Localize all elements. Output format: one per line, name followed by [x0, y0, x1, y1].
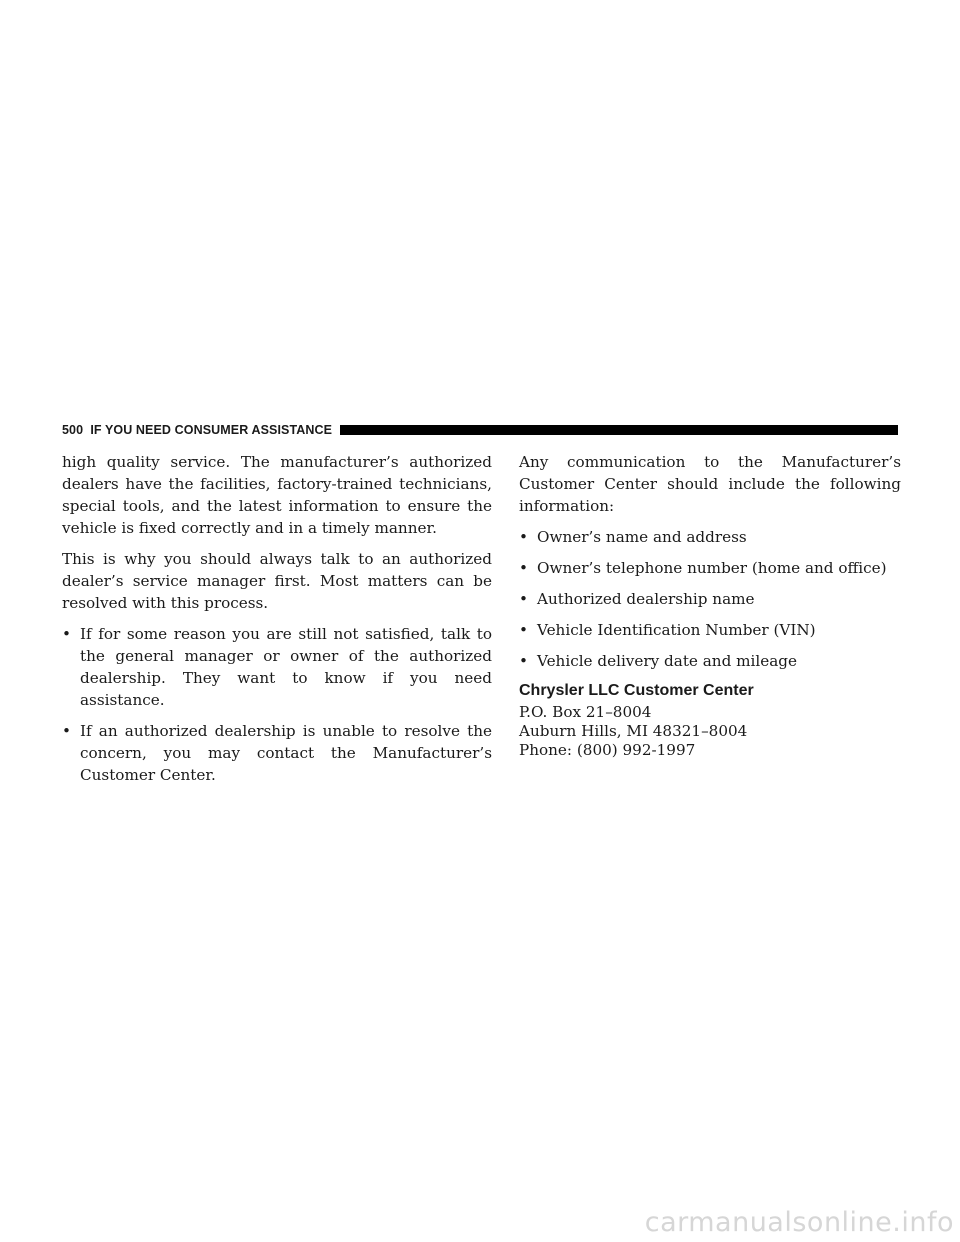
- header-label: [62, 423, 340, 437]
- section-title: IF YOU NEED CONSUMER ASSISTANCE: [90, 423, 333, 437]
- intro-paragraph: Any communication to the Manufacturer’s Customer Center should include the following information:: [519, 453, 901, 515]
- list-item: [62, 623, 492, 711]
- bullet-icon: •: [519, 590, 528, 608]
- paragraph: This is why you should always talk to an authorized dealer’s service manager first. Most matters can be resolved with this process.: [62, 550, 492, 612]
- bullet-list: [62, 623, 492, 786]
- address-line: P.O. Box 21–8004: [519, 703, 652, 721]
- address-line: Auburn Hills, MI 48321–8004: [519, 722, 748, 740]
- list-item-text: Authorized dealership name: [537, 590, 755, 608]
- list-item-text: Vehicle delivery date and mileage: [537, 652, 797, 670]
- paragraph: high quality service. The manufacturer’s authorized dealers have the facilities, factory-trained technicians, special tools, and the latest information to ensure the vehicle is fixed correctly and in a timely manner.: [62, 453, 492, 537]
- bullet-icon: •: [519, 652, 528, 670]
- list-item: [62, 720, 492, 786]
- bullet-icon: •: [62, 722, 71, 740]
- page-number: 500: [62, 423, 84, 437]
- page-header: [62, 422, 898, 438]
- customer-center-title: Chrysler LLC Customer Center: [519, 682, 754, 699]
- list-item: [519, 526, 901, 548]
- phone-line: Phone: (800) 992-1997: [519, 741, 696, 759]
- bullet-icon: •: [62, 625, 71, 643]
- left-column: [62, 451, 492, 795]
- list-item: [519, 588, 901, 610]
- list-item-text: Vehicle Identification Number (VIN): [537, 621, 816, 639]
- list-item-text: If an authorized dealership is unable to resolve the concern, you may contact the Manufacturer’s Customer Center.: [80, 722, 492, 784]
- header-rule: [340, 425, 898, 435]
- list-item-text: Owner’s name and address: [537, 528, 747, 546]
- list-item: [519, 619, 901, 641]
- watermark: carmanualsonline.info: [644, 1207, 954, 1238]
- list-item-text: Owner’s telephone number (home and office): [537, 559, 887, 577]
- list-item-text: If for some reason you are still not satisfied, talk to the general manager or owner of the authorized dealership. They want to know if you need assistance.: [80, 625, 492, 709]
- bullet-icon: •: [519, 559, 528, 577]
- list-item: [519, 650, 901, 672]
- right-column: [519, 451, 901, 760]
- bullet-icon: •: [519, 528, 528, 546]
- bullet-list: [519, 526, 901, 672]
- bullet-icon: •: [519, 621, 528, 639]
- list-item: [519, 557, 901, 579]
